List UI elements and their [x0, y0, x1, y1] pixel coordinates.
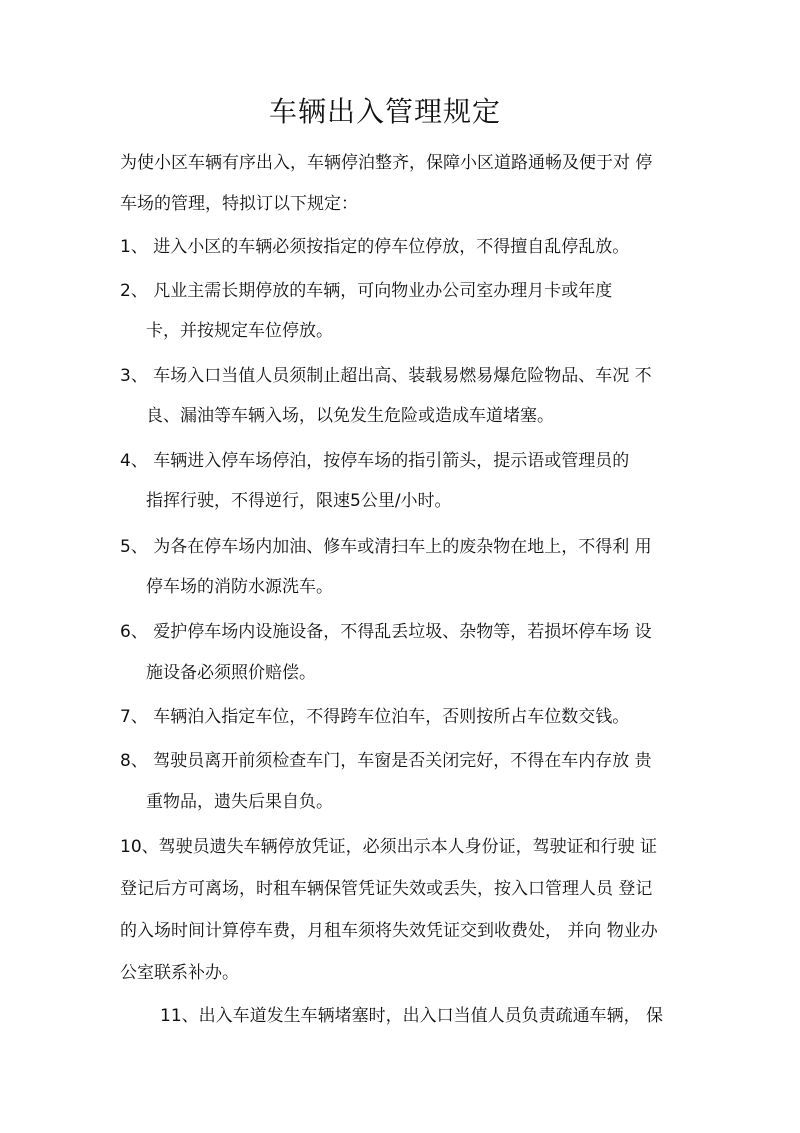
- paragraph-line: 为使小区车辆有序出入，车辆停泊整齐，保障小区道路通畅及便于对 停: [120, 153, 653, 173]
- paragraph-line: 公室联系补办。: [120, 963, 239, 983]
- paragraph-line: 良、漏油等车辆入场，以免发生危险或造成车道堵塞。: [146, 406, 554, 426]
- paragraph-line: 10、驾驶员遗失车辆停放凭证，必须出示本人身份证，驾驶证和行驶 证: [120, 837, 658, 857]
- paragraph-line: 8、 驾驶员离开前须检查车门，车窗是否关闭完好，不得在车内存放 贵: [120, 751, 652, 771]
- paragraph-line: 施设备必须照价赔偿。: [146, 663, 316, 683]
- paragraph-line: 的入场时间计算停车费，月租车须将失效凭证交到收费处， 并向 物业办: [120, 921, 658, 941]
- paragraph-line: 重物品，遗失后果自负。: [146, 792, 333, 812]
- document-title: 车辆出入管理规定: [268, 95, 501, 128]
- paragraph-line: 卡，并按规定车位停放。: [146, 321, 333, 341]
- paragraph-line: 登记后方可离场，时租车辆保管凭证失效或丢失，按入口管理人员 登记: [120, 879, 653, 899]
- paragraph-line: 2、 凡业主需长期停放的车辆，可向物业办公司室办理月卡或年度: [120, 281, 613, 301]
- paragraph-line: 6、 爱护停车场内设施设备，不得乱丢垃圾、杂物等，若损坏停车场 设: [120, 622, 652, 642]
- paragraph-line: 5、 为各在停车场内加油、修车或清扫车上的废杂物在地上，不得利 用: [120, 537, 652, 557]
- paragraph-line: 11、出入车道发生车辆堵塞时，出入口当值人员负责疏通车辆， 保: [160, 1006, 664, 1026]
- paragraph-line: 7、 车辆泊入指定车位，不得跨车位泊车，否则按所占车位数交钱。: [120, 707, 630, 727]
- paragraph-line: 车场的管理，特拟订以下规定：: [120, 194, 358, 214]
- paragraph-line: 指挥行驶，不得逆行，限速5公里/小时。: [146, 491, 452, 511]
- paragraph-line: 3、 车场入口当值人员须制止超出高、装载易燃易爆危险物品、车况 不: [120, 366, 652, 386]
- paragraph-line: 停车场的消防水源洗车。: [146, 577, 333, 597]
- paragraph-line: 1、 进入小区的车辆必须按指定的停车位停放，不得擅自乱停乱放。: [120, 237, 630, 257]
- paragraph-line: 4、 车辆进入停车场停泊，按停车场的指引箭头，提示语或管理员的: [120, 451, 630, 471]
